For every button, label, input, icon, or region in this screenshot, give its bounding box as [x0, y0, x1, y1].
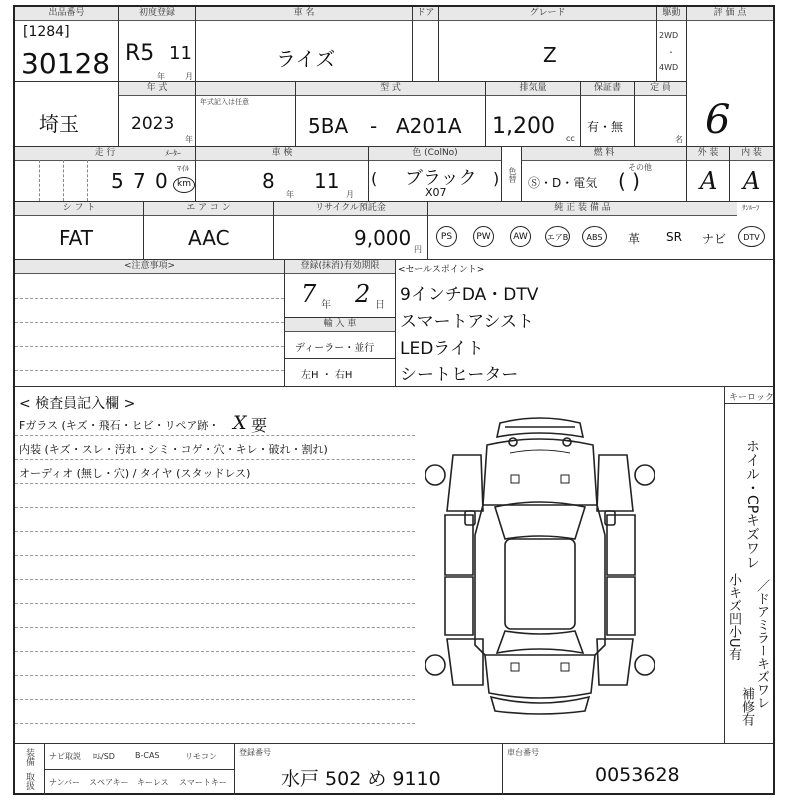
- drive-4wd: 4WD: [659, 63, 679, 72]
- item-bcas: B-CAS: [135, 751, 160, 760]
- exterior-cell: [687, 147, 730, 202]
- equipment-header: 純 正 装 備 品: [428, 202, 737, 216]
- first-registration-cell: [119, 7, 196, 82]
- region-cell: [15, 82, 119, 147]
- km-circle: [173, 177, 195, 193]
- evaluation-header: 評 価 点: [687, 7, 773, 21]
- equipment-sr: SR: [666, 230, 682, 244]
- interior-header: 内 装: [730, 147, 773, 161]
- chassis-number: 0053628: [595, 764, 680, 786]
- key-lock-divider: [725, 403, 773, 404]
- color-code: X07: [425, 186, 447, 199]
- key-lock-label: キーロック: [729, 393, 774, 403]
- equipment-leather: 革: [628, 232, 641, 246]
- inspector-area: [15, 387, 725, 744]
- registration-deadline-cell: [285, 260, 396, 318]
- model-year-note-cell: [196, 82, 296, 147]
- grade-header: グレード: [439, 7, 656, 21]
- bottom-label-handling: 取扱: [24, 772, 34, 790]
- plate-number: 水戸 502 め 9110: [281, 768, 441, 790]
- handwritten-note-3: 小キズ凹小U有: [726, 573, 741, 661]
- note-line: [15, 370, 284, 371]
- windshield-word: 要: [251, 416, 268, 435]
- capacity-cell: [635, 82, 687, 147]
- handwritten-note-2: ／ドアミラーキズワレ: [754, 579, 769, 709]
- inspector-line: [15, 627, 415, 628]
- import-cell: [285, 318, 396, 387]
- item-navi-manual: ナビ取説: [49, 752, 81, 761]
- item-number: ナンバー: [49, 778, 81, 787]
- exterior-header: 外 装: [687, 147, 729, 161]
- inspector-line: [15, 531, 415, 532]
- recycle-fee: 9,000: [354, 226, 412, 250]
- equipment-dtv: DTV: [738, 226, 765, 247]
- color-change-cell: [502, 147, 522, 202]
- model-year-note: 年式記入は任意: [200, 98, 249, 106]
- sales-point-3: LEDライト: [400, 339, 484, 359]
- model-type-header: 型 式: [296, 82, 485, 96]
- color-cell: [369, 147, 502, 202]
- aircon-header: エ ア コ ン: [144, 202, 273, 216]
- aircon-cell: [144, 202, 274, 260]
- item-rom-sd: ﾛﾑ/SD: [93, 752, 115, 761]
- recycle-unit: 円: [414, 245, 422, 254]
- model-year-header: 年 式: [119, 82, 195, 96]
- first-registration-month: 11: [169, 43, 192, 64]
- sales-points-cell: [396, 260, 773, 387]
- item-smart-key: スマートキー: [179, 778, 227, 787]
- inspector-line-2: 内装 (キズ・スレ・汚れ・シミ・コゲ・穴・キレ・破れ・割れ): [19, 443, 328, 456]
- auction-inspection-sheet: [13, 5, 775, 795]
- listing-sub-number: [1284]: [23, 24, 70, 40]
- displacement-header: 排気量: [486, 82, 580, 96]
- drive-2wd: 2WD: [659, 31, 679, 40]
- listing-number-header: 出品番号: [15, 7, 118, 21]
- listing-number-cell: [15, 7, 119, 82]
- evaluation-score: 6: [705, 97, 731, 143]
- color-change-label: 色替: [508, 167, 517, 183]
- equipment-pw: PW: [473, 226, 494, 247]
- plate-cell: [235, 744, 503, 795]
- model-year: 2023: [131, 114, 175, 134]
- shift: FAT: [59, 226, 94, 250]
- mile-label: ﾏｲﾙ: [177, 164, 189, 173]
- listing-number: 30128: [21, 47, 111, 80]
- inspector-line: [15, 651, 415, 652]
- plate-label: 登録番号: [239, 748, 271, 757]
- model-type-cell: [296, 82, 486, 147]
- year-unit: 年: [157, 72, 165, 81]
- import-header: 輸 入 車: [285, 318, 395, 332]
- item-spare-key: スペアキー: [89, 778, 129, 787]
- equipment-navi: ナビ: [702, 232, 727, 246]
- vehicle-name: ライズ: [276, 47, 336, 71]
- shift-header: シ フ ト: [15, 202, 143, 216]
- color-header: 色 (ColNo): [369, 147, 501, 161]
- mileage-digit-2: 7: [133, 169, 146, 193]
- bottom-items: [45, 744, 235, 795]
- item-remote: リモコン: [185, 752, 217, 761]
- equipment-aw: AW: [510, 226, 531, 247]
- displacement-cell: [486, 82, 581, 147]
- notes-cell: [15, 260, 285, 387]
- mileage-digit-1: 5: [111, 169, 124, 193]
- doors-cell: [413, 7, 439, 82]
- recycle-header: リサイクル預託金: [274, 202, 427, 216]
- interior-cell: [730, 147, 773, 202]
- color-close-paren: ): [493, 169, 500, 188]
- note-line: [15, 346, 284, 347]
- inspection-month: 11: [314, 169, 340, 193]
- note-line: [15, 298, 284, 299]
- mileage-digit-3: 0: [155, 169, 168, 193]
- inspector-header: < 検査員記入欄 >: [19, 396, 136, 412]
- first-registration-header: 初度登録: [119, 7, 195, 21]
- aircon: AAC: [188, 226, 230, 250]
- km-label: km: [177, 179, 191, 189]
- inspector-line: [15, 507, 415, 508]
- handwritten-note-1: ホイル・CPキズワレ: [744, 439, 760, 570]
- inspector-line: [15, 603, 415, 604]
- capacity-header: 定 員: [635, 82, 686, 96]
- mileage-cell: [15, 147, 196, 202]
- registration-deadline-header: 登録(抹消)有効期限: [285, 260, 395, 274]
- bottom-equipment-label: [15, 744, 45, 795]
- region: 埼玉: [39, 112, 79, 136]
- inspection-year: 8: [262, 169, 275, 193]
- color-name: ブラック: [405, 168, 477, 189]
- vehicle-name-header: 車 名: [196, 7, 412, 21]
- model-type-code: A201A: [396, 114, 462, 138]
- grade-cell: [439, 7, 657, 82]
- model-year-note-header: [196, 82, 295, 96]
- vehicle-name-cell: [196, 7, 413, 82]
- capacity-unit: 名: [675, 135, 683, 144]
- sales-points-header: <セールスポイント>: [398, 265, 485, 275]
- sunroof-label: ｻﾝﾙｰﾌ: [742, 204, 760, 212]
- inspector-line: [15, 459, 415, 460]
- handwritten-note-4: 補修有: [739, 687, 754, 726]
- drive-dot: ・: [667, 48, 675, 57]
- doors-header: ドア: [413, 7, 438, 21]
- inspector-line: [15, 723, 415, 724]
- mileage-header: 走 行: [15, 147, 195, 161]
- inspector-line-3: オーディオ (無し・穴) / タイヤ (スタッドレス): [19, 467, 251, 480]
- inspector-line: [15, 435, 415, 436]
- fuel-other-label: その他: [628, 163, 652, 172]
- model-year-cell: [119, 82, 196, 147]
- inspector-line: [15, 555, 415, 556]
- deadline-year-unit: 年: [321, 300, 331, 311]
- bottom-label-equip: 装備: [24, 748, 34, 766]
- color-open-paren: (: [371, 169, 378, 188]
- windshield-mark: X: [233, 412, 247, 434]
- warranty-cell: [581, 82, 635, 147]
- deadline-month-unit: 日: [375, 300, 385, 311]
- fuel-cell: [522, 147, 687, 202]
- inspector-line: [15, 483, 415, 484]
- evaluation-cell: [687, 7, 773, 147]
- first-registration-year: R5: [125, 41, 155, 66]
- chassis-cell: [503, 744, 773, 795]
- inspection-cell: [196, 147, 369, 202]
- equipment-cell: [428, 202, 773, 260]
- inspection-year-unit: 年: [286, 190, 294, 199]
- car-diagram: [425, 415, 655, 715]
- sales-point-2: スマートアシスト: [400, 312, 534, 332]
- model-type-dash: -: [370, 114, 378, 138]
- exterior-grade: A: [700, 167, 718, 195]
- inspector-line: [15, 675, 415, 676]
- import-dealer: ディーラー・並行: [295, 343, 375, 354]
- inspector-line: [15, 699, 415, 700]
- meter-label: ﾒｰﾀｰ: [165, 149, 181, 158]
- bottom-items-divider: [45, 769, 234, 770]
- item-keyless: キーレス: [137, 778, 169, 787]
- month-unit: 月: [185, 72, 193, 81]
- warranty: 有・無: [587, 120, 624, 134]
- note-line: [15, 322, 284, 323]
- warranty-header: 保証書: [581, 82, 634, 96]
- deadline-month: 2: [355, 280, 371, 308]
- inspector-line-1: Fガラス (キズ・飛石・ヒビ・リペア跡・: [19, 419, 220, 432]
- chassis-label: 車台番号: [507, 748, 539, 757]
- model-type-prefix: 5BA: [308, 114, 349, 138]
- interior-grade: A: [743, 167, 761, 195]
- drive-header: 駆動: [657, 7, 686, 21]
- fuel-header: 燃 料: [522, 147, 686, 161]
- inspector-line: [15, 579, 415, 580]
- inspection-month-unit: 月: [346, 190, 354, 199]
- displacement: 1,200: [492, 114, 555, 139]
- drive-cell: [657, 7, 687, 82]
- steering: 左H ・ 右H: [301, 370, 353, 381]
- equipment-ps: PS: [436, 226, 457, 247]
- equipment-airbag: エアB: [545, 226, 570, 247]
- recycle-cell: [274, 202, 428, 260]
- model-year-unit: 年: [185, 135, 193, 144]
- notes-header: <注意事項>: [15, 260, 284, 274]
- digit-divider: [87, 160, 88, 201]
- equipment-abs: ABS: [582, 226, 607, 247]
- displacement-unit: cc: [566, 134, 575, 143]
- fuel-options: Ⓢ・D・電気: [528, 176, 598, 190]
- sales-point-4: シートヒーター: [400, 365, 519, 385]
- grade: Z: [543, 43, 557, 67]
- import-divider: [285, 358, 395, 359]
- digit-divider: [63, 160, 64, 201]
- digit-divider: [39, 160, 40, 201]
- shift-cell: [15, 202, 144, 260]
- deadline-year: 7: [301, 280, 317, 308]
- sales-point-1: 9インチDA・DTV: [400, 285, 539, 305]
- inspection-header: 車 検: [196, 147, 368, 161]
- fuel-other-paren: ( ): [618, 169, 640, 193]
